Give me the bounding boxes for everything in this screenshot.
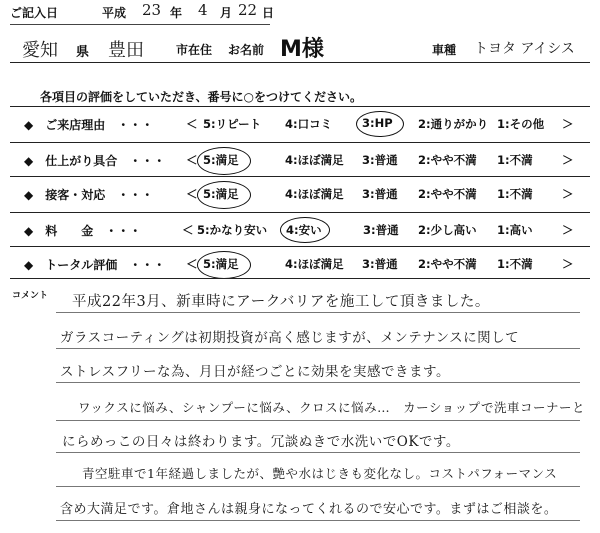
selection-circle	[356, 111, 404, 137]
comment-label: コメント	[12, 291, 49, 301]
row-label: ◆ 料 金 ・・・	[24, 224, 142, 238]
comment-ruling	[56, 312, 580, 313]
rating-option[interactable]: 3:普通	[363, 223, 399, 237]
date-day: 22	[238, 1, 258, 19]
bracket-open: ＜	[186, 257, 198, 271]
bracket-close: ＞	[562, 257, 574, 271]
bracket-close: ＞	[562, 187, 574, 201]
bracket-open: ＜	[186, 187, 198, 201]
car-value: トヨタ アイシス	[474, 41, 575, 57]
rating-option[interactable]: 1:不満	[497, 257, 533, 271]
rating-option[interactable]: 5:満足	[203, 153, 239, 167]
bracket-close: ＞	[562, 117, 574, 131]
rating-option[interactable]: 3:普通	[362, 257, 398, 271]
table-bottom-line	[10, 278, 590, 279]
comment-line: 含め大満足です。倉地さんは親身になってくれるので安心です。まずはご相談を。	[60, 502, 558, 517]
rating-option[interactable]: 2:少し高い	[418, 223, 477, 237]
year-unit: 年	[170, 6, 183, 20]
bracket-open: ＜	[186, 117, 198, 131]
comment-ruling	[56, 348, 580, 349]
rating-option[interactable]: 2:やや不満	[418, 153, 477, 167]
rating-option[interactable]: 3:普通	[362, 187, 398, 201]
selection-circle	[197, 147, 251, 175]
bracket-open: ＜	[186, 153, 198, 167]
rating-option[interactable]: 4:口コミ	[285, 117, 333, 131]
rating-option[interactable]: 1:高い	[497, 223, 533, 237]
rating-option[interactable]: 3:HP	[362, 116, 393, 130]
row-label: ◆ 仕上がり具合 ・・・	[24, 154, 166, 168]
date-year: 23	[142, 1, 162, 19]
rating-option[interactable]: 5:満足	[203, 257, 239, 271]
comment-ruling	[56, 486, 580, 487]
comment-ruling	[56, 382, 580, 383]
row-label: ◆ ご来店理由 ・・・	[24, 118, 154, 132]
row-divider	[10, 106, 590, 107]
date-label: ご記入日	[10, 6, 59, 20]
city-suffix: 市在住	[176, 43, 213, 57]
rating-option[interactable]: 3:普通	[362, 153, 398, 167]
date-underline	[10, 24, 270, 25]
row-divider	[10, 176, 590, 177]
comment-ruling	[56, 520, 580, 521]
rating-option[interactable]: 4:ほぼ満足	[285, 153, 344, 167]
comment-line: にらめっこの日々は終わります。冗談ぬきで水洗いでOKです。	[62, 434, 460, 450]
rating-option[interactable]: 2:やや不満	[418, 187, 477, 201]
row-label: ◆ 接客・対応 ・・・	[24, 188, 154, 202]
prefecture-unit: 県	[76, 45, 90, 60]
comment-line: 平成22年3月、新車時にアークバリアを施工して頂きました。	[72, 294, 490, 310]
bracket-close: ＞	[562, 223, 574, 237]
comment-line: ガラスコーティングは初期投資が高く感じますが、メンテナンスに関して	[60, 330, 520, 346]
rating-option[interactable]: 2:通りがかり	[418, 117, 489, 131]
rating-option[interactable]: 1:不満	[497, 187, 533, 201]
row-divider	[10, 246, 590, 247]
header-underline	[10, 62, 590, 63]
comment-line: ワックスに悩み、シャンプーに悩み、クロスに悩み… カーショップで洗車コーナーと	[78, 400, 586, 415]
instruction-text: 各項目の評価をしていただき、番号に○をつけてください。	[40, 90, 362, 104]
day-unit: 日	[262, 6, 275, 20]
bracket-open: ＜	[182, 223, 194, 237]
rating-option[interactable]: 4:ほぼ満足	[285, 257, 344, 271]
rating-option[interactable]: 1:その他	[497, 117, 545, 131]
comment-ruling	[56, 452, 580, 453]
comment-line: 青空駐車で1年経過しましたが、艶や水はじきも変化なし。コストパフォーマンス	[82, 466, 558, 481]
customer-name: M様	[280, 37, 324, 62]
bracket-close: ＞	[562, 153, 574, 167]
month-unit: 月	[220, 6, 233, 20]
row-divider	[10, 142, 590, 143]
selection-circle	[197, 251, 251, 279]
comment-ruling	[56, 420, 580, 421]
selection-circle	[197, 181, 251, 209]
name-label: お名前	[228, 43, 265, 57]
date-month: 4	[198, 1, 208, 19]
rating-option[interactable]: 1:不満	[497, 153, 533, 167]
rating-option[interactable]: 2:やや不満	[418, 257, 477, 271]
rating-option[interactable]: 5:満足	[203, 187, 239, 201]
comment-line: ストレスフリーな為、月日が経つごとに効果を実感できます。	[60, 364, 450, 380]
rating-option[interactable]: 4:安い	[286, 223, 322, 237]
rating-option[interactable]: 5:リピート	[203, 117, 262, 131]
rating-option[interactable]: 5:かなり安い	[197, 223, 268, 237]
prefecture-value: 愛知	[22, 40, 58, 61]
car-label: 車種	[432, 43, 457, 57]
selection-circle	[280, 217, 330, 243]
era-label: 平成	[102, 6, 127, 20]
row-label: ◆ トータル評価 ・・・	[24, 258, 166, 272]
row-divider	[10, 212, 590, 213]
city-value: 豊田	[108, 40, 144, 61]
rating-option[interactable]: 4:ほぼ満足	[285, 187, 344, 201]
